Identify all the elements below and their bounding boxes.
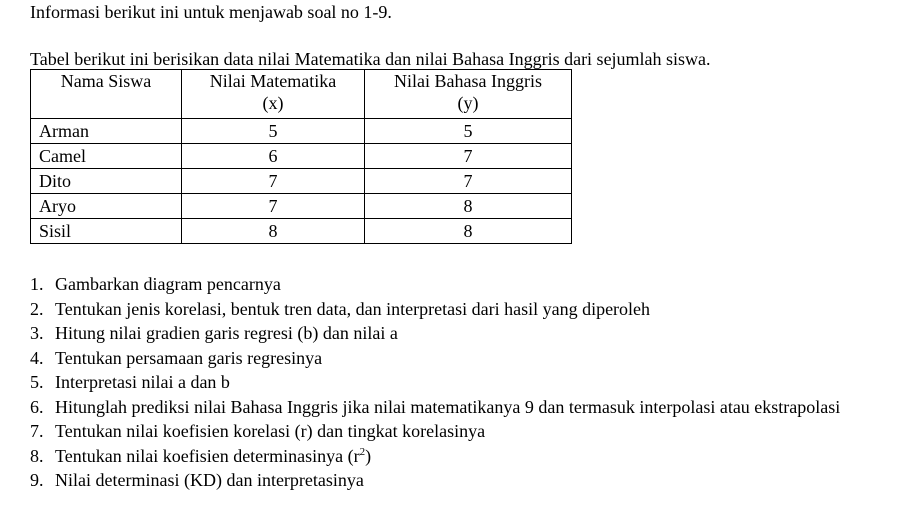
header-math-score-line1: Nilai Matematika bbox=[209, 71, 337, 91]
question-number: 3. bbox=[30, 323, 44, 343]
question-text: Hitunglah prediksi nilai Bahasa Inggris jika nilai matematikanya 9 dan termasuk interpolasi atau ekstrapolasi bbox=[55, 396, 841, 417]
math-score-cell: 7 bbox=[182, 194, 365, 219]
table-row bbox=[31, 169, 572, 194]
question-text: Hitung nilai gradien garis regresi (b) dan nilai a bbox=[55, 323, 398, 343]
table-row bbox=[31, 219, 572, 244]
table-row bbox=[31, 144, 572, 169]
question-number: 6. bbox=[30, 396, 44, 417]
question-text-closing: ) bbox=[365, 445, 372, 466]
student-name-cell: Aryo bbox=[31, 194, 182, 219]
question-text: Nilai determinasi (KD) dan interpretasinya bbox=[55, 470, 364, 490]
question-number: 7. bbox=[30, 421, 44, 441]
math-score-cell: 5 bbox=[182, 119, 365, 144]
list-item bbox=[30, 297, 910, 322]
question-text: Tentukan nilai koefisien determinasinya (r bbox=[55, 445, 360, 466]
question-text: Interpretasi nilai a dan b bbox=[55, 372, 230, 392]
student-name-cell: Dito bbox=[31, 169, 182, 194]
list-item bbox=[30, 419, 910, 444]
list-item bbox=[30, 444, 910, 469]
superscript-exponent: 2 bbox=[359, 445, 366, 458]
english-score-cell: 5 bbox=[365, 119, 572, 144]
table-lead-text: Tabel berikut ini berisikan data nilai Matematika dan nilai Bahasa Inggris dari sejumlah siswa. bbox=[30, 49, 711, 69]
header-math-score-line2: (x) bbox=[262, 93, 284, 113]
list-item bbox=[30, 321, 910, 346]
english-score-cell: 7 bbox=[365, 144, 572, 169]
question-number: 9. bbox=[30, 470, 44, 490]
english-score-cell: 8 bbox=[365, 219, 572, 244]
student-name-cell: Arman bbox=[31, 119, 182, 144]
question-number: 2. bbox=[30, 298, 44, 319]
question-number: 1. bbox=[30, 274, 44, 294]
header-english-score-line1: Nilai Bahasa Inggris bbox=[394, 71, 542, 91]
question-text: Tentukan jenis korelasi, bentuk tren data, dan interpretasi dari hasil yang diperoleh bbox=[55, 298, 651, 319]
list-item bbox=[30, 272, 910, 297]
list-item bbox=[30, 395, 910, 420]
table-header-row bbox=[31, 70, 572, 119]
student-name-cell: Sisil bbox=[31, 219, 182, 244]
intro-text: Informasi berikut ini untuk menjawab soal no 1-9. bbox=[30, 2, 392, 22]
question-list bbox=[30, 272, 910, 493]
score-table bbox=[30, 69, 572, 244]
english-score-cell: 8 bbox=[365, 194, 572, 219]
header-student-name bbox=[31, 70, 182, 119]
list-item bbox=[30, 468, 910, 493]
list-item bbox=[30, 370, 910, 395]
question-number: 4. bbox=[30, 347, 44, 368]
question-number: 5. bbox=[30, 372, 44, 392]
header-english-score-line2: (y) bbox=[457, 93, 479, 113]
question-text: Gambarkan diagram pencarnya bbox=[55, 274, 281, 294]
math-score-cell: 6 bbox=[182, 144, 365, 169]
student-name-cell: Camel bbox=[31, 144, 182, 169]
table-row bbox=[31, 194, 572, 219]
question-text: Tentukan nilai koefisien korelasi (r) dan tingkat korelasinya bbox=[55, 421, 486, 441]
table-row bbox=[31, 119, 572, 144]
question-text: Tentukan persamaan garis regresinya bbox=[55, 347, 323, 368]
question-number: 8. bbox=[30, 445, 44, 466]
english-score-cell: 7 bbox=[365, 169, 572, 194]
header-student-name-line1: Nama Siswa bbox=[60, 71, 152, 91]
math-score-cell: 7 bbox=[182, 169, 365, 194]
list-item bbox=[30, 346, 910, 371]
header-english-score bbox=[365, 70, 572, 119]
header-math-score bbox=[182, 70, 365, 119]
math-score-cell: 8 bbox=[182, 219, 365, 244]
